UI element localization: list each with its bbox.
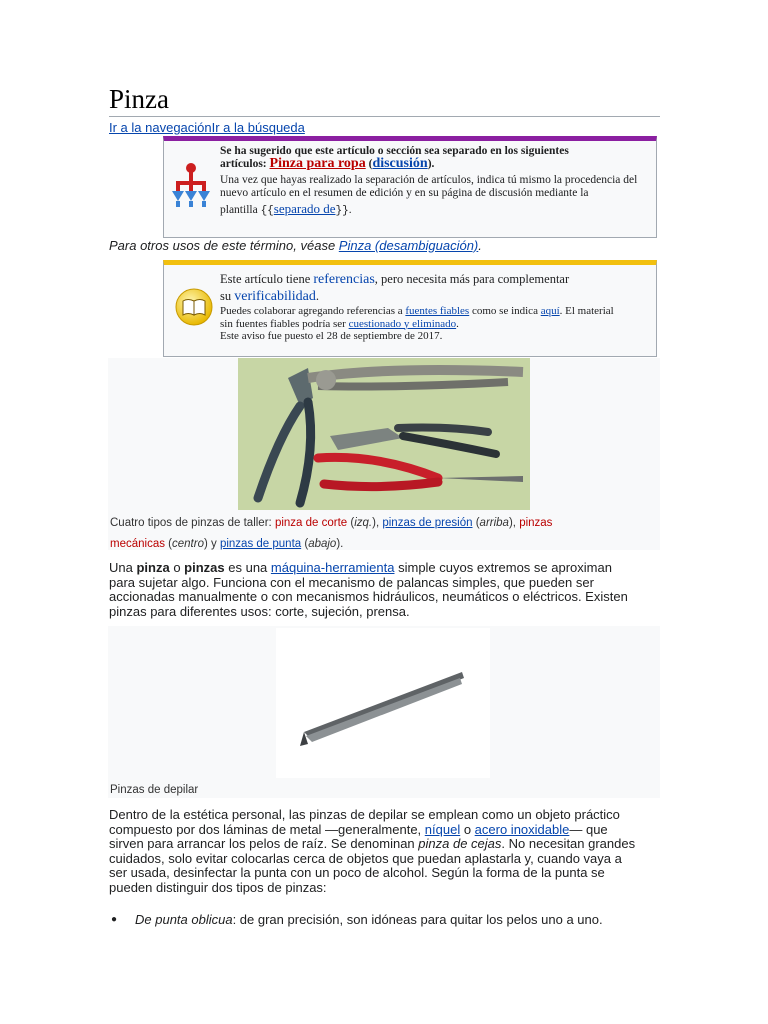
references-notice — [163, 260, 657, 357]
hatnote-suffix: . — [478, 238, 482, 253]
refs-line2-suffix: . — [315, 289, 320, 303]
split-heading-line1: Se ha sugerido que este artículo o sección sea separado en los siguientes — [220, 145, 569, 157]
p2-l3i: pinza de cejas — [418, 836, 502, 852]
p2-l2a: compuesto por dos láminas de metal —generalmente, — [109, 821, 425, 837]
nav-link[interactable]: Ir a la navegación — [109, 120, 212, 135]
maquina-herramienta-link[interactable]: máquina-herramienta — [270, 560, 395, 575]
split-body-line1: Una vez que hayas realizado la separación de artículos, indica tú mismo la procedencia del — [220, 174, 638, 186]
tweezers-image[interactable] — [276, 628, 490, 778]
p1-t1: Una — [109, 560, 137, 575]
pinza-de-corte-link[interactable]: pinza de corte — [274, 517, 348, 529]
refs-line1: Este artículo tiene — [220, 272, 314, 286]
template-close: }} — [335, 205, 349, 217]
cap1-sep1: ), — [372, 517, 383, 529]
cap1-paren: ( — [347, 517, 355, 529]
figure-pliers — [108, 358, 660, 550]
pinzas-mecanicas-link-b[interactable]: mecánicas — [110, 538, 165, 550]
pinzas-de-presion-link[interactable]: pinzas de presión — [382, 517, 473, 529]
hatnote — [109, 238, 482, 253]
aqui-link[interactable]: aquí — [540, 305, 560, 317]
split-notice-body — [220, 174, 646, 199]
p1-b2: pinzas — [184, 560, 225, 575]
p1-line2: para sujetar algo. Funciona con el mecanismo de palancas simples, que pueden ser — [109, 574, 594, 590]
split-heading-prefix: artículos: — [220, 157, 270, 170]
p1-t4: simple cuyos extremos se aproximan — [394, 560, 612, 575]
refs-line3-mid: como se indica — [469, 305, 541, 317]
split-notice-template — [220, 203, 646, 218]
cap1-paren2: ( — [472, 517, 480, 529]
template-open: {{ — [260, 205, 274, 217]
p2-l2c: — que — [569, 821, 608, 837]
split-notice — [163, 136, 657, 238]
cap1-arriba: arriba — [479, 517, 509, 529]
hatnote-text: Para otros usos de este término, véase — [109, 238, 339, 253]
fuentes-fiables-link[interactable]: fuentes fiables — [405, 305, 470, 317]
disambiguation-link[interactable]: Pinza (desambiguación) — [338, 238, 479, 253]
niquel-link[interactable]: níquel — [424, 821, 461, 837]
refs-line1-suffix: , pero necesita más para complementar — [374, 272, 570, 286]
p1-t2: o — [169, 560, 185, 575]
paren-close: ). — [427, 157, 435, 170]
refs-line4-suffix: . — [456, 317, 459, 330]
refs-line2: su — [220, 289, 235, 303]
acero-inoxidable-link[interactable]: acero inoxidable — [474, 821, 570, 837]
cap1-sep3: ) y — [203, 538, 220, 550]
p2-line5: ser usada, desinfectar la punta con un poco de alcohol. Según la forma de la punta se — [109, 865, 605, 881]
p2-l3b: . No necesitan grandes — [501, 836, 636, 852]
intro-paragraph — [109, 561, 660, 619]
paren-open: ( — [365, 157, 373, 170]
list-item-italic: De punta oblicua — [135, 912, 233, 927]
split-body-suffix: . — [348, 204, 352, 216]
discussion-link[interactable]: discusión — [372, 155, 428, 171]
pinzas-mecanicas-link-a[interactable]: pinzas — [519, 517, 553, 529]
pinza-para-ropa-link[interactable]: Pinza para ropa — [269, 155, 366, 171]
verificabilidad-link[interactable]: verificabilidad — [234, 289, 316, 304]
separado-de-link[interactable]: separado de — [273, 201, 336, 216]
tweezers-types-list — [109, 913, 660, 928]
p1-line3: accionadas manualmente o con mecanismos hidráulicos, neumáticos o eléctricos. Existen — [109, 589, 628, 605]
cap1-izq: izq. — [354, 517, 373, 529]
split-icon — [170, 161, 212, 211]
p1-b1: pinza — [136, 560, 170, 575]
pliers-image[interactable] — [238, 358, 530, 510]
pinzas-de-punta-link[interactable]: pinzas de punta — [219, 538, 302, 550]
p2-l3a: sirven para arrancar los pelos de raíz. Se denominan — [109, 836, 419, 852]
book-icon — [174, 287, 214, 327]
split-body-line3: plantilla — [220, 204, 261, 216]
split-notice-heading — [220, 145, 646, 170]
list-item — [109, 913, 660, 928]
cap1-centro: centro — [172, 538, 204, 550]
figure-tweezers — [108, 626, 660, 798]
list-item-text: : de gran precisión, son idóneas para quitar los pelos uno a uno. — [232, 912, 603, 927]
refs-main — [220, 271, 646, 305]
figure-pliers-caption — [110, 513, 650, 555]
skip-links — [109, 120, 305, 135]
referencias-link[interactable]: referencias — [313, 272, 375, 287]
page-title: Pinza — [109, 84, 169, 114]
cuestionado-link[interactable]: cuestionado y eliminado — [348, 317, 457, 330]
p2-line6: pueden distinguir dos tipos de pinzas: — [109, 879, 327, 895]
cap1-sep2: ), — [508, 517, 520, 529]
bullet-icon: ● — [111, 914, 118, 925]
title-divider — [109, 116, 660, 117]
refs-line5: Este aviso fue puesto el 28 de septiembre de 2017. — [220, 330, 443, 342]
refs-line3-suffix: . El material — [559, 305, 614, 317]
p1-line4: pinzas para diferentes usos: corte, sujeción, prensa. — [109, 603, 410, 619]
figure-tweezers-caption: Pinzas de depilar — [110, 784, 199, 796]
p2-l2b: o — [460, 821, 475, 837]
cap1-paren4: ( — [301, 538, 309, 550]
p1-t3: es una — [224, 560, 271, 575]
p2-line4: cuidados, solo evitar colocarlas cerca de objetos que puedan aplastarla y, cuando vaya a — [109, 850, 622, 866]
refs-line4: sin fuentes fiables podría ser — [220, 317, 349, 330]
split-body-line2: nuevo artículo en el resumen de edición y en su página de discusión mediante la — [220, 186, 589, 199]
cap1-end: ). — [336, 538, 344, 550]
search-link[interactable]: Ir a la búsqueda — [211, 120, 305, 135]
cap1-abajo: abajo — [308, 538, 337, 550]
refs-line3: Puedes colaborar agregando referencias a — [220, 305, 406, 317]
cap1-text: Cuatro tipos de pinzas de taller: — [110, 517, 275, 529]
refs-details — [220, 305, 646, 343]
p2-line1: Dentro de la estética personal, las pinzas de depilar se emplean como un objeto práctico — [109, 807, 620, 822]
aesthetics-paragraph — [109, 808, 660, 896]
cap1-paren3: ( — [164, 538, 172, 550]
